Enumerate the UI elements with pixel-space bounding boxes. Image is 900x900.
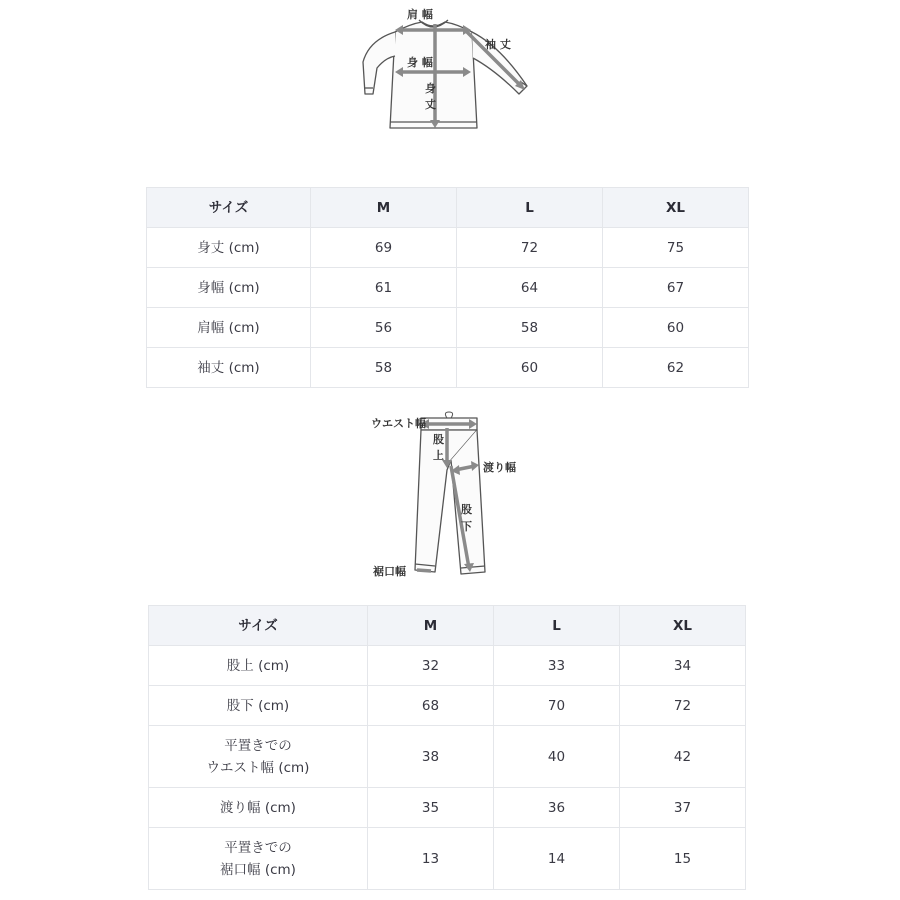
cell-xl: 62 — [603, 348, 749, 388]
row-label-line: 股上 (cm) — [226, 657, 290, 674]
header-xl: XL — [603, 188, 749, 228]
shirt-labels — [355, 0, 545, 135]
header-size: サイズ — [147, 188, 311, 228]
table-row — [149, 646, 746, 686]
bottom-size-table — [148, 605, 746, 890]
cell-m: 61 — [311, 268, 457, 308]
table-row — [149, 828, 746, 890]
cell-xl: 15 — [620, 828, 746, 890]
row-label-line: 平置きでの — [224, 839, 292, 856]
row-label — [149, 686, 368, 726]
cell-l: 33 — [494, 646, 620, 686]
label-sleeve: 袖 丈 — [485, 38, 511, 51]
cell-m: 35 — [368, 788, 494, 828]
header-m: M — [368, 606, 494, 646]
table-row — [147, 228, 749, 268]
cell-m: 13 — [368, 828, 494, 890]
table-row — [147, 308, 749, 348]
label-rise-1: 股 — [433, 433, 444, 446]
row-label-line: 股下 (cm) — [226, 697, 290, 714]
label-inseam-2: 下 — [461, 520, 472, 533]
label-length-2: 丈 — [425, 98, 436, 111]
row-label: 袖丈 (cm) — [147, 348, 311, 388]
cell-m: 58 — [311, 348, 457, 388]
row-label — [149, 788, 368, 828]
cell-l: 72 — [457, 228, 603, 268]
cell-m: 69 — [311, 228, 457, 268]
cell-l: 14 — [494, 828, 620, 890]
cell-l: 70 — [494, 686, 620, 726]
cell-xl: 42 — [620, 726, 746, 788]
pants-labels — [365, 410, 535, 585]
row-label-line: 平置きでの — [224, 737, 292, 754]
header-m: M — [311, 188, 457, 228]
cell-m: 56 — [311, 308, 457, 348]
label-rise-2: 上 — [433, 449, 444, 462]
table-header-row — [147, 188, 749, 228]
table-row — [149, 726, 746, 788]
label-waist: ウエスト幅 — [371, 417, 426, 430]
cell-xl: 72 — [620, 686, 746, 726]
row-label: 身丈 (cm) — [147, 228, 311, 268]
cell-l: 58 — [457, 308, 603, 348]
table-row — [147, 268, 749, 308]
cell-xl: 67 — [603, 268, 749, 308]
cell-l: 36 — [494, 788, 620, 828]
cell-l: 64 — [457, 268, 603, 308]
header-l: L — [457, 188, 603, 228]
cell-xl: 34 — [620, 646, 746, 686]
label-length-1: 身 — [425, 82, 436, 95]
cell-m: 32 — [368, 646, 494, 686]
row-label: 肩幅 (cm) — [147, 308, 311, 348]
table-row — [149, 686, 746, 726]
row-label-line: ウエスト幅 (cm) — [206, 759, 310, 776]
cell-xl: 60 — [603, 308, 749, 348]
cell-m: 68 — [368, 686, 494, 726]
header-l: L — [494, 606, 620, 646]
header-xl: XL — [620, 606, 746, 646]
label-thigh: 渡り幅 — [483, 461, 516, 474]
row-label — [149, 726, 368, 788]
label-shoulder: 肩 幅 — [407, 8, 433, 21]
cell-xl: 75 — [603, 228, 749, 268]
row-label-line: 裾口幅 (cm) — [220, 861, 296, 878]
table-row — [147, 348, 749, 388]
row-label: 身幅 (cm) — [147, 268, 311, 308]
label-inseam-1: 股 — [461, 503, 472, 516]
cell-l: 60 — [457, 348, 603, 388]
table-header-row — [149, 606, 746, 646]
row-label-line: 渡り幅 (cm) — [220, 799, 296, 816]
table-row — [149, 788, 746, 828]
header-size: サイズ — [149, 606, 368, 646]
pants-diagram — [365, 410, 535, 585]
shirt-diagram — [355, 0, 545, 135]
label-body-width: 身 幅 — [407, 56, 433, 69]
row-label — [149, 828, 368, 890]
row-label — [149, 646, 368, 686]
cell-xl: 37 — [620, 788, 746, 828]
top-size-table — [146, 187, 749, 388]
label-hem: 裾口幅 — [373, 565, 406, 578]
cell-m: 38 — [368, 726, 494, 788]
cell-l: 40 — [494, 726, 620, 788]
